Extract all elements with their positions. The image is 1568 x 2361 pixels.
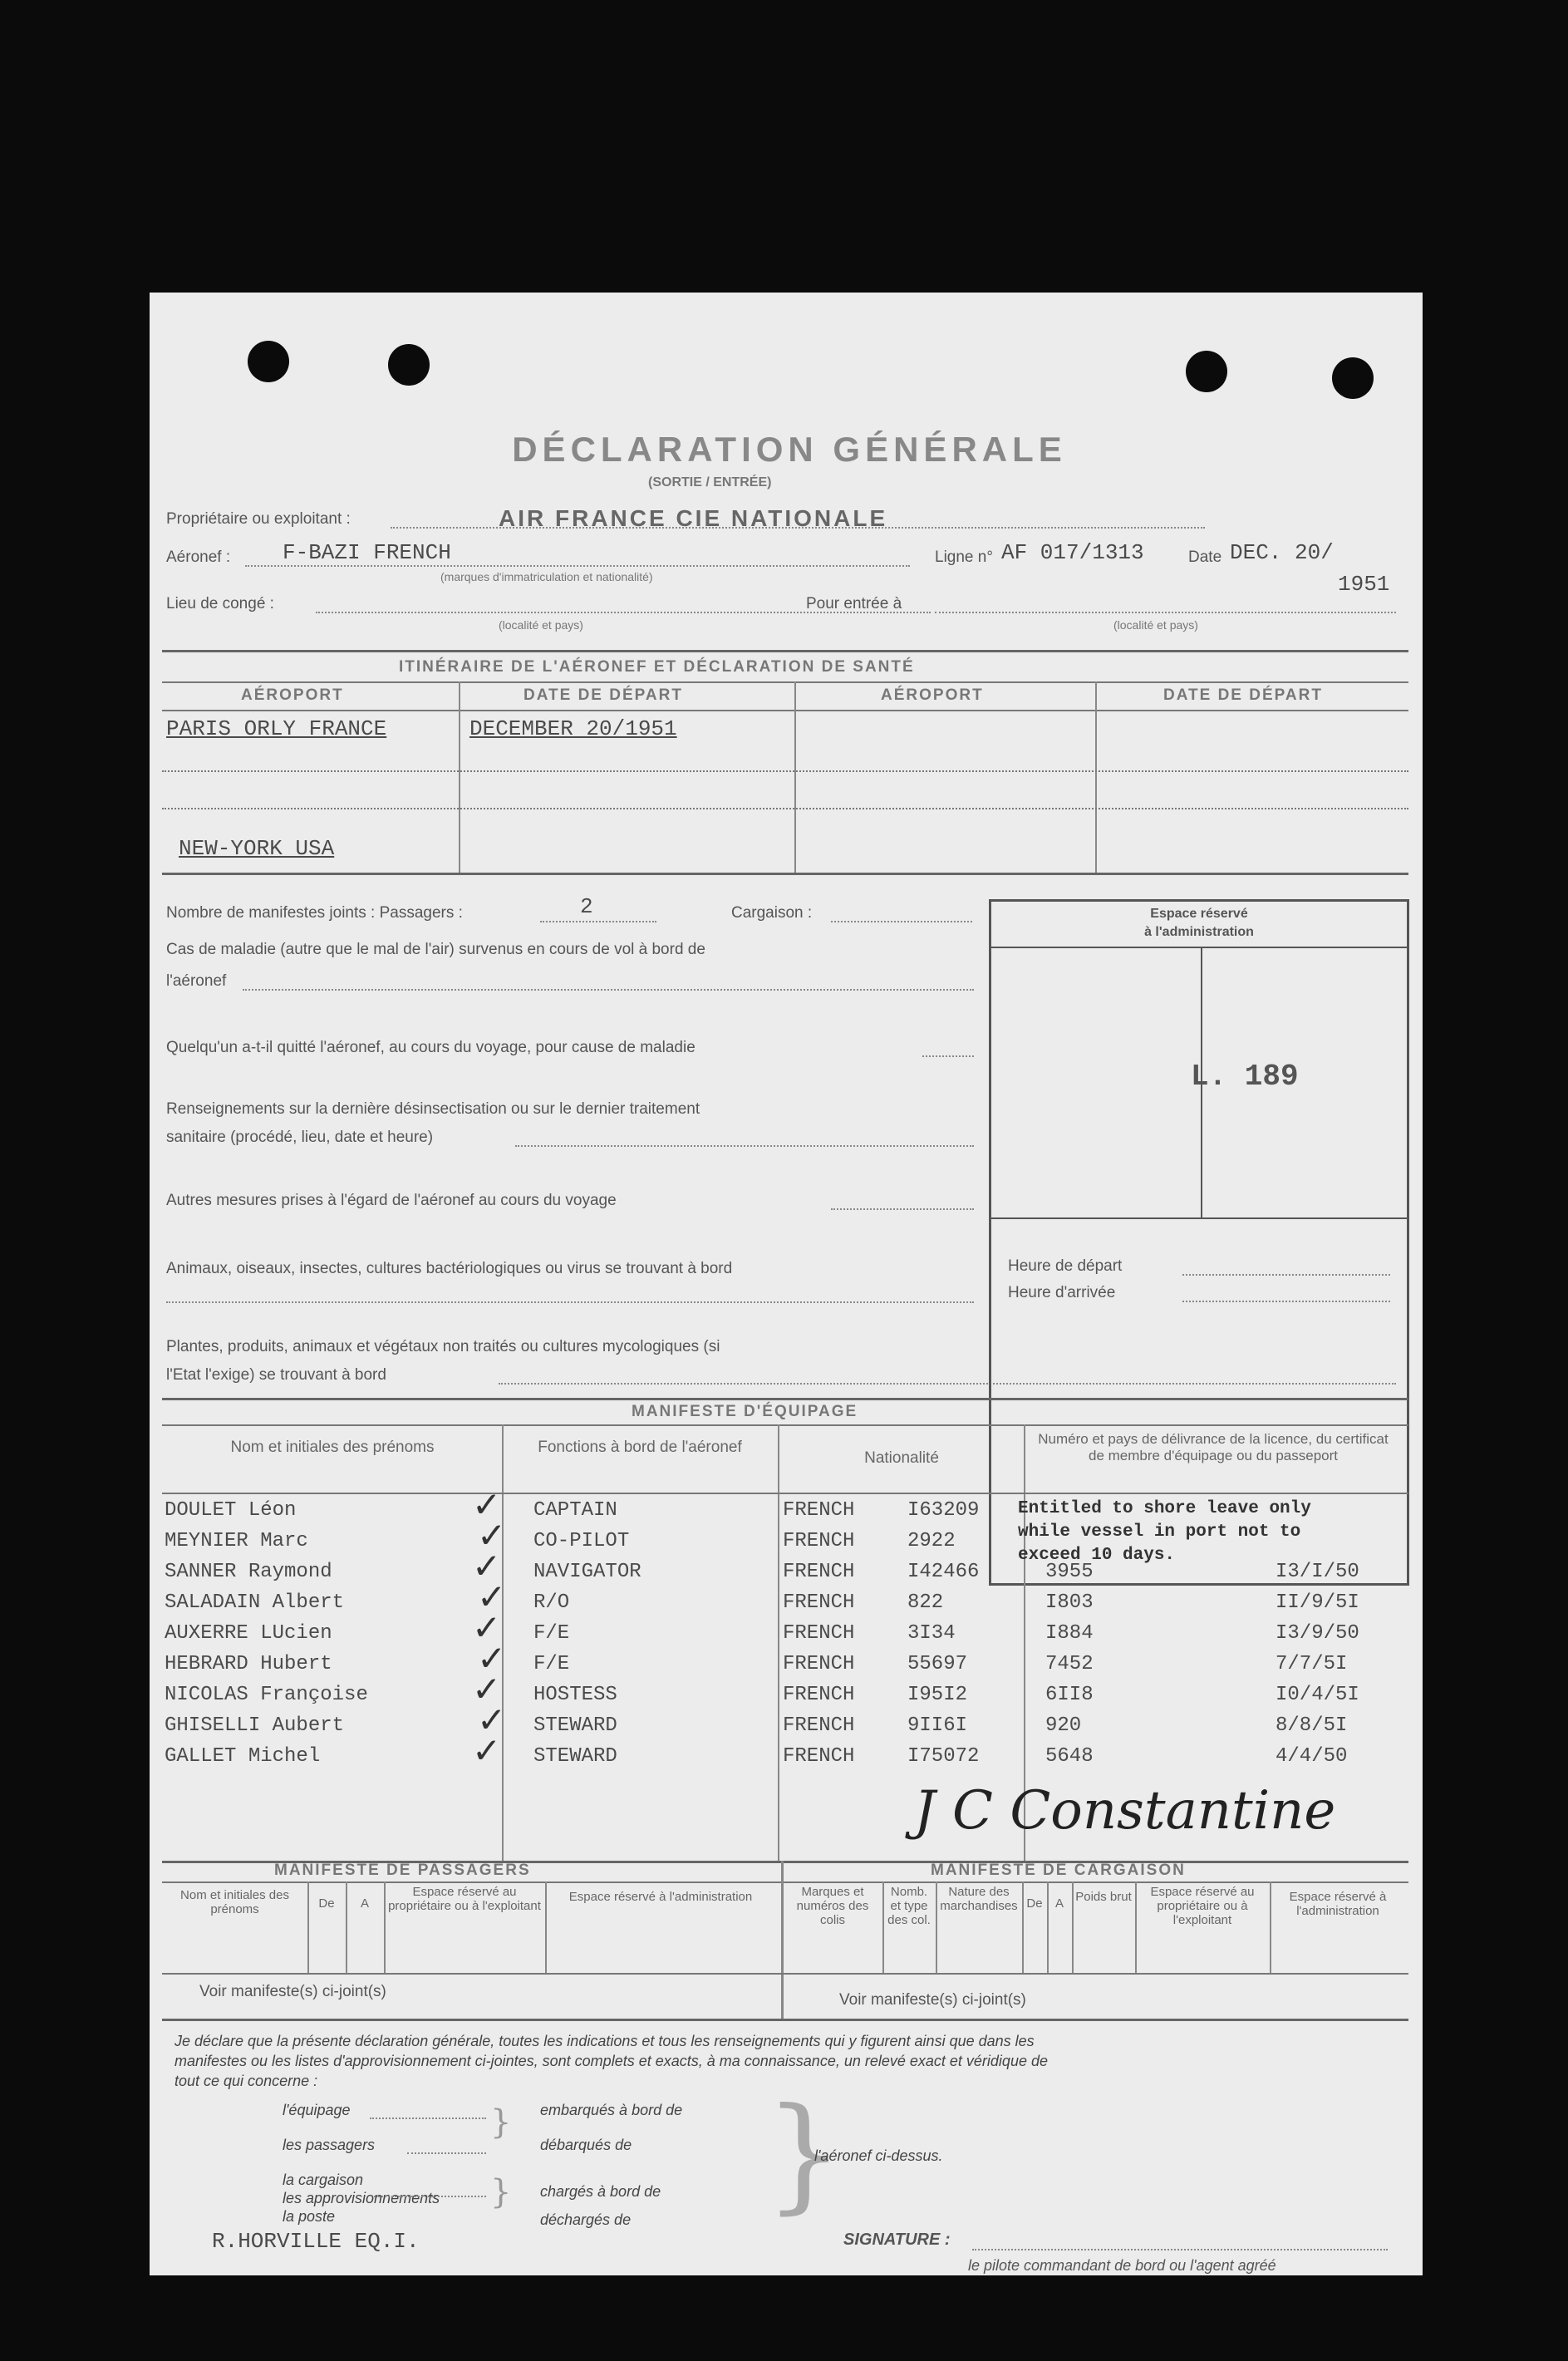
crew-member-name: GHISELLI Aubert: [165, 1714, 345, 1737]
date-value: DEC. 20/: [1230, 540, 1334, 565]
itinerary-title: ITINÉRAIRE DE L'AÉRONEF ET DÉCLARATION DE SANTÉ: [399, 658, 915, 676]
crew-member-nationality: FRENCH: [783, 1684, 855, 1706]
declaration-line-1: Je déclare que la présente déclaration générale, toutes les indications et tous les renseignements qui y figurent ainsi que dans les: [174, 2033, 1035, 2049]
form-title: DÉCLARATION GÉNÉRALE: [512, 430, 1067, 469]
crew-col-nationality: Nationalité: [864, 1449, 939, 1467]
declaration-action-disembarked: débarqués de: [540, 2137, 632, 2153]
crew-member-function: NAVIGATOR: [533, 1561, 641, 1583]
crew-member-name: DOULET Léon: [165, 1499, 297, 1522]
manifests-label: Nombre de manifestes joints : Passagers :: [166, 904, 463, 922]
crew-member-name: AUXERRE LUcien: [165, 1622, 332, 1645]
crew-member-license: 6II8: [1045, 1684, 1094, 1706]
crew-member-passport: I42466: [907, 1561, 980, 1583]
question-other-measures: Autres mesures prises à l'égard de l'aéronef au cours du voyage: [166, 1192, 617, 1209]
itinerary-col-date-1: DATE DE DÉPART: [523, 686, 683, 704]
declaration-item-crew: l'équipage: [283, 2102, 351, 2118]
crew-member-license: I884: [1045, 1622, 1094, 1645]
crew-member-passport: 2922: [907, 1530, 956, 1552]
check-mark-icon: ✓: [472, 1607, 502, 1648]
cargo-col-to: A: [1054, 1896, 1064, 1911]
brace-aircraft: }: [764, 2082, 844, 2226]
check-mark-icon: ✓: [472, 1669, 502, 1709]
year-value: 1951: [1338, 572, 1390, 597]
declaration-form: [150, 293, 1423, 2275]
declaration-aircraft-ref: l'aéronef ci-dessus.: [814, 2147, 943, 2164]
overprint-line-1: Entitled to shore leave only: [1018, 1499, 1311, 1518]
question-animals: Animaux, oiseaux, insectes, cultures bactériologiques ou virus se trouvant à bord: [166, 1260, 733, 1277]
declaration-item-passengers: les passagers: [283, 2137, 376, 2153]
admin-arrival-label: Heure d'arrivée: [1008, 1284, 1116, 1301]
crew-member-passport: 3I34: [907, 1622, 956, 1645]
check-mark-icon: ✓: [477, 1638, 507, 1679]
itinerary-row4-airport: NEW-YORK USA: [179, 836, 335, 861]
crew-member-passport: I63209: [907, 1499, 980, 1522]
crew-member-function: CAPTAIN: [533, 1499, 617, 1522]
crew-member-license: 920: [1045, 1714, 1082, 1737]
passengers-col-to: A: [360, 1896, 369, 1911]
admin-depart-label: Heure de départ: [1008, 1257, 1123, 1275]
punch-hole: [1332, 357, 1374, 399]
crew-member-license: 7452: [1045, 1653, 1094, 1675]
passengers-title: MANIFESTE DE PASSAGERS: [274, 1862, 531, 1879]
crew-member-nationality: FRENCH: [783, 1714, 855, 1737]
manifests-value: 2: [580, 894, 593, 919]
crew-member-function: R/O: [533, 1591, 570, 1614]
passengers-col-admin: Espace réservé à l'administration: [568, 1890, 753, 1904]
owner-label: Propriétaire ou exploitant :: [166, 510, 351, 528]
cargo-see-manifest: Voir manifeste(s) ci-joint(s): [839, 1991, 1026, 2009]
punch-hole: [388, 344, 430, 386]
line-value: AF 017/1313: [1001, 540, 1144, 565]
admin-stamp: L. 189: [1191, 1060, 1299, 1094]
question-plants-cont: l'Etat l'exige) se trouvant à bord: [166, 1366, 386, 1384]
punch-hole: [1186, 351, 1227, 392]
brace-group: } }: [490, 2103, 512, 2211]
declaration-actions: [540, 2096, 682, 2234]
crew-member-name: SANNER Raymond: [165, 1561, 332, 1583]
crew-member-name: NICOLAS Françoise: [165, 1684, 368, 1706]
check-mark-icon: ✓: [472, 1546, 502, 1586]
crew-member-function: CO-PILOT: [533, 1530, 630, 1552]
signer-name: R.HORVILLE EQ.I.: [212, 2229, 420, 2254]
aircraft-value: F-BAZI FRENCH: [283, 540, 451, 565]
declaration-action-loaded: chargés à bord de: [540, 2183, 661, 2200]
passengers-col-owner: Espace réservé au propriétaire ou à l'exploitant: [388, 1885, 541, 1913]
handwritten-signature: J C Constantine: [914, 1780, 1336, 1842]
check-mark-icon: ✓: [477, 1515, 507, 1556]
crew-col-license: Numéro et pays de délivrance de la licence, du certificat de membre d'équipage ou du passeport: [1038, 1431, 1389, 1463]
crew-member-function: F/E: [533, 1653, 570, 1675]
itinerary-col-date-2: DATE DE DÉPART: [1163, 686, 1323, 704]
crew-member-passport: I95I2: [907, 1684, 968, 1706]
admin-title-line2: à l'administration: [1144, 925, 1254, 939]
passengers-col-from: De: [318, 1896, 335, 1911]
crew-member-license: 5648: [1045, 1745, 1094, 1768]
crew-member-nationality: FRENCH: [783, 1653, 855, 1675]
cargo-col-nature: Nature des marchandises: [940, 1885, 1018, 1913]
aircraft-note: (marques d'immatriculation et nationalité): [440, 570, 653, 583]
check-mark-icon: ✓: [477, 1576, 507, 1617]
itinerary-row1-airport: PARIS ORLY FRANCE: [166, 716, 387, 741]
check-mark-icon: ✓: [472, 1730, 502, 1771]
crew-member-name: SALADAIN Albert: [165, 1591, 345, 1614]
check-mark-icon: ✓: [472, 1484, 502, 1525]
date-label: Date: [1188, 548, 1222, 566]
crew-member-nationality: FRENCH: [783, 1561, 855, 1583]
cargo-col-weight: Poids brut: [1075, 1890, 1132, 1904]
cargo-col-admin: Espace réservé à l'administration: [1289, 1890, 1387, 1918]
owner-value: AIR FRANCE CIE NATIONALE: [499, 505, 888, 531]
crew-member-date: I3/9/50: [1276, 1622, 1359, 1645]
admin-title-line1: Espace réservé: [1150, 907, 1248, 921]
crew-member-date: I0/4/5I: [1276, 1684, 1359, 1706]
crew-member-passport: 822: [907, 1591, 944, 1614]
crew-member-nationality: FRENCH: [783, 1745, 855, 1768]
declaration-items: [283, 2096, 440, 2226]
signature-note: le pilote commandant de bord ou l'agent agréé: [968, 2257, 1276, 2274]
crew-member-license: I803: [1045, 1591, 1094, 1614]
question-left-aircraft: Quelqu'un a-t-il quitté l'aéronef, au cours du voyage, pour cause de maladie: [166, 1039, 696, 1056]
passengers-see-manifest: Voir manifeste(s) ci-joint(s): [199, 1983, 386, 2000]
declaration-item-mail: la poste: [283, 2208, 336, 2225]
overprint-line-3: exceed 10 days.: [1018, 1546, 1176, 1565]
declaration-action-embarked: embarqués à bord de: [540, 2102, 683, 2118]
crew-member-function: F/E: [533, 1622, 570, 1645]
question-plants: Plantes, produits, animaux et végétaux non traités ou cultures mycologiques (si: [166, 1338, 720, 1355]
overprint-line-2: while vessel in port not to: [1018, 1522, 1301, 1542]
itinerary-col-airport-2: AÉROPORT: [881, 686, 984, 704]
crew-member-date: 7/7/5I: [1276, 1653, 1348, 1675]
crew-member-nationality: FRENCH: [783, 1530, 855, 1552]
entry-label: Pour entrée à: [806, 595, 902, 612]
crew-member-nationality: FRENCH: [783, 1499, 855, 1522]
crew-member-name: HEBRARD Hubert: [165, 1653, 332, 1675]
itinerary-col-airport-1: AÉROPORT: [241, 686, 344, 704]
crew-member-nationality: FRENCH: [783, 1622, 855, 1645]
cargo-title: MANIFESTE DE CARGAISON: [931, 1862, 1186, 1879]
declaration-line-2: manifestes ou les listes d'approvisionnement ci-jointes, sont complets et exacts, à ma connaissance, un relevé exact et véridique de: [174, 2053, 1048, 2069]
question-illness-cont: l'aéronef: [166, 972, 227, 990]
crew-member-function: HOSTESS: [533, 1684, 617, 1706]
passengers-col-name: Nom et initiales des prénoms: [180, 1888, 289, 1916]
declaration-line-3: tout ce qui concerne :: [174, 2073, 318, 2089]
crew-member-date: I3/I/50: [1276, 1561, 1359, 1583]
cargo-col-marks: Marques et numéros des colis: [796, 1885, 869, 1927]
cargo-col-owner: Espace réservé au propriétaire ou à l'exploitant: [1150, 1885, 1255, 1927]
crew-col-function: Fonctions à bord de l'aéronef: [538, 1439, 742, 1456]
admin-box: [989, 899, 1409, 1586]
crew-member-date: II/9/5I: [1276, 1591, 1359, 1614]
check-mark-icon: ✓: [477, 1699, 507, 1740]
crew-title: MANIFESTE D'ÉQUIPAGE: [632, 1403, 858, 1420]
crew-col-name: Nom et initiales des prénoms: [230, 1439, 435, 1456]
punch-hole: [248, 341, 289, 382]
aircraft-label: Aéronef :: [166, 548, 231, 566]
line-label: Ligne n°: [935, 548, 993, 566]
crew-member-passport: 9II6I: [907, 1714, 968, 1737]
shore-leave-overprint: [1018, 1498, 1311, 1567]
crew-member-nationality: FRENCH: [783, 1591, 855, 1614]
crew-member-passport: I75072: [907, 1745, 980, 1768]
question-disinsection-cont: sanitaire (procédé, lieu, date et heure): [166, 1129, 434, 1146]
departure-place-note: (localité et pays): [499, 618, 583, 632]
signature-label: SIGNATURE :: [843, 2231, 951, 2249]
declaration-item-supplies: les approvisionnements: [283, 2190, 440, 2206]
cargo-col-number: Nomb. et type des col.: [887, 1885, 931, 1927]
departure-place-label: Lieu de congé :: [166, 595, 274, 612]
crew-member-name: GALLET Michel: [165, 1745, 321, 1768]
crew-member-name: MEYNIER Marc: [165, 1530, 308, 1552]
declaration-item-cargo: la cargaison: [283, 2172, 364, 2188]
entry-note: (localité et pays): [1113, 618, 1198, 632]
crew-member-date: 4/4/50: [1276, 1745, 1348, 1768]
itinerary-row1-date: DECEMBER 20/1951: [469, 716, 677, 741]
cargo-manifest-label: Cargaison :: [731, 904, 813, 922]
declaration-action-unloaded: déchargés de: [540, 2211, 632, 2228]
crew-member-function: STEWARD: [533, 1714, 617, 1737]
crew-member-function: STEWARD: [533, 1745, 617, 1768]
crew-member-date: 8/8/5I: [1276, 1714, 1348, 1737]
question-illness: Cas de maladie (autre que le mal de l'air) survenus en cours de vol à bord de: [166, 941, 705, 958]
form-subtitle: (SORTIE / ENTRÉE): [648, 475, 772, 489]
cargo-col-from: De: [1026, 1896, 1043, 1911]
crew-member-passport: 55697: [907, 1653, 968, 1675]
crew-member-license: 3955: [1045, 1561, 1094, 1583]
question-disinsection: Renseignements sur la dernière désinsectisation ou sur le dernier traitement: [166, 1100, 700, 1118]
